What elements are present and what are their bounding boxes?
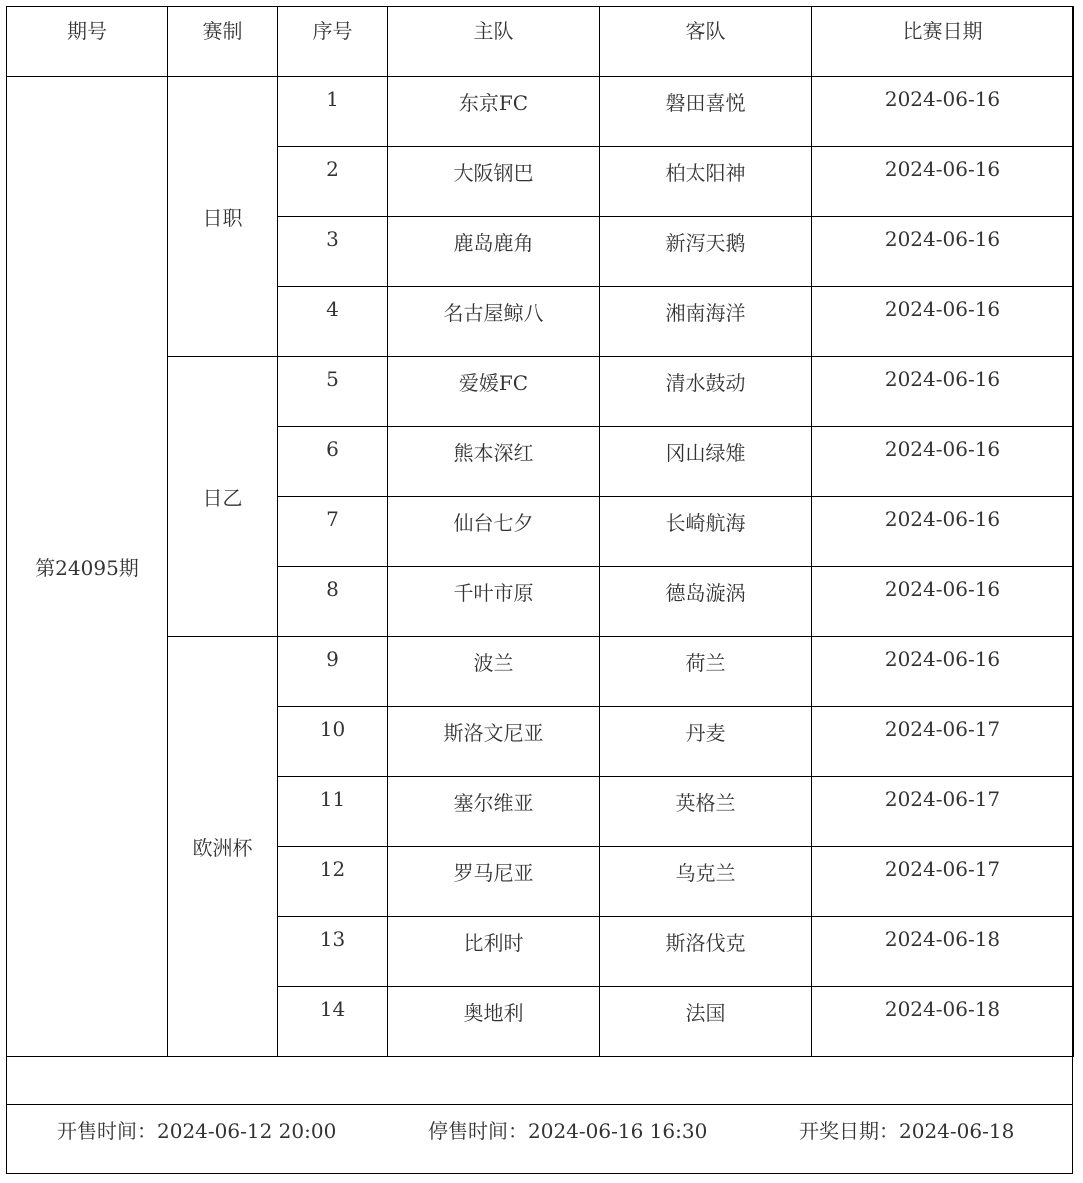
period-cell: 第24095期 [7,77,168,1057]
match-seq: 1 [278,77,388,147]
match-home: 鹿岛鹿角 [388,217,600,287]
match-seq: 14 [278,987,388,1057]
match-seq: 11 [278,777,388,847]
match-date: 2024-06-16 [812,217,1074,287]
header-format: 赛制 [168,7,278,77]
match-seq: 13 [278,917,388,987]
league-cell: 日职 [168,77,278,357]
match-seq: 5 [278,357,388,427]
match-home: 东京FC [388,77,600,147]
match-seq: 12 [278,847,388,917]
match-date: 2024-06-16 [812,637,1074,707]
match-date: 2024-06-16 [812,357,1074,427]
match-home: 斯洛文尼亚 [388,707,600,777]
match-seq: 9 [278,637,388,707]
match-seq: 2 [278,147,388,217]
match-row [7,637,1074,707]
league-cell: 日乙 [168,357,278,637]
match-row [7,357,1074,427]
match-away: 乌克兰 [600,847,812,917]
match-home: 奥地利 [388,987,600,1057]
match-date: 2024-06-16 [812,427,1074,497]
sale-start-time: 开售时间：2024-06-12 20:00 [57,1119,337,1143]
sale-info-footer [6,1105,1073,1174]
match-home: 仙台七夕 [388,497,600,567]
match-away: 长崎航海 [600,497,812,567]
match-away: 法国 [600,987,812,1057]
match-home: 比利时 [388,917,600,987]
match-date: 2024-06-16 [812,287,1074,357]
match-away: 荷兰 [600,637,812,707]
match-away: 德岛漩涡 [600,567,812,637]
match-home: 名古屋鲸八 [388,287,600,357]
match-schedule-table [6,6,1074,1057]
match-home: 波兰 [388,637,600,707]
match-home: 千叶市原 [388,567,600,637]
match-seq: 8 [278,567,388,637]
match-date: 2024-06-16 [812,497,1074,567]
header-period: 期号 [7,7,168,77]
match-seq: 3 [278,217,388,287]
match-date: 2024-06-18 [812,987,1074,1057]
match-date: 2024-06-16 [812,567,1074,637]
match-away: 丹麦 [600,707,812,777]
match-away: 英格兰 [600,777,812,847]
match-away: 磐田喜悦 [600,77,812,147]
match-away: 清水鼓动 [600,357,812,427]
header-date: 比赛日期 [812,7,1074,77]
match-home: 塞尔维亚 [388,777,600,847]
match-home: 爱媛FC [388,357,600,427]
match-seq: 7 [278,497,388,567]
header-row [7,7,1074,77]
match-home: 熊本深红 [388,427,600,497]
match-away: 冈山绿雉 [600,427,812,497]
league-cell: 欧洲杯 [168,637,278,1057]
blank-row [6,1055,1073,1105]
schedule-body [7,77,1074,1057]
match-away: 新泻天鹅 [600,217,812,287]
match-date: 2024-06-17 [812,777,1074,847]
match-seq: 10 [278,707,388,777]
match-seq: 4 [278,287,388,357]
sale-stop-time: 停售时间：2024-06-16 16:30 [428,1119,708,1143]
match-home: 罗马尼亚 [388,847,600,917]
match-date: 2024-06-17 [812,707,1074,777]
match-row [7,77,1074,147]
match-home: 大阪钢巴 [388,147,600,217]
match-date: 2024-06-17 [812,847,1074,917]
draw-date: 开奖日期：2024-06-18 [799,1119,1015,1143]
header-home: 主队 [388,7,600,77]
match-date: 2024-06-16 [812,147,1074,217]
match-date: 2024-06-16 [812,77,1074,147]
match-away: 斯洛伐克 [600,917,812,987]
header-seq: 序号 [278,7,388,77]
match-away: 湘南海洋 [600,287,812,357]
match-date: 2024-06-18 [812,917,1074,987]
match-away: 柏太阳神 [600,147,812,217]
match-seq: 6 [278,427,388,497]
header-away: 客队 [600,7,812,77]
